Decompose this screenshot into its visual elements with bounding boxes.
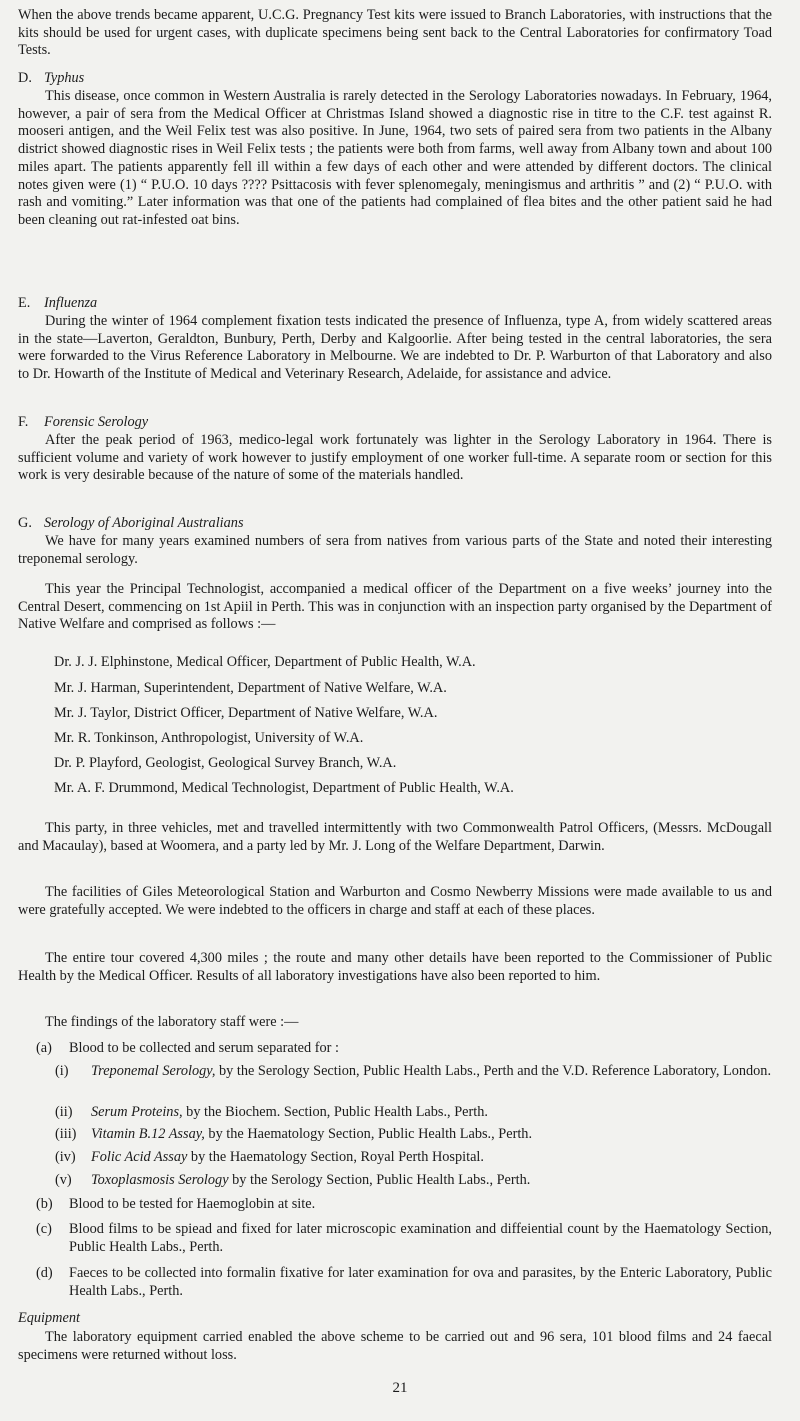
finding-a-item: (iii) Vitamin B.12 Assay, by the Haematology Section, Public Health Labs., Perth. <box>55 1126 533 1142</box>
finding-b: (b) Blood to be tested for Haemoglobin at site. <box>36 1196 316 1212</box>
finding-c: (c) Blood films to be spiead and fixed for later microscopic examination and diffeiential count by the Haematology Section, Public Health Labs., Perth. <box>36 1221 772 1255</box>
aboriginal-paragraph-1: We have for many years examined numbers of sera from natives from various parts of the State and noted their interesting treponemal serology. <box>18 533 772 567</box>
equipment-paragraph: The laboratory equipment carried enabled the above scheme to be carried out and 96 sera, 101 blood films and 24 faecal specimens were returned without loss. <box>18 1329 772 1363</box>
section-d-heading: D. Typhus <box>18 70 85 86</box>
party-member: Mr. R. Tonkinson, Anthropologist, University of W.A. <box>54 730 364 746</box>
party-member: Mr. A. F. Drummond, Medical Technologist, Department of Public Health, W.A. <box>54 780 514 796</box>
page-number: 21 <box>392 1380 408 1396</box>
section-g-heading: G. Serology of Aboriginal Australians <box>18 515 244 531</box>
finding-a-item: (v) Toxoplasmosis Serology by the Serology Section, Public Health Labs., Perth. <box>55 1172 531 1188</box>
party-member: Dr. P. Playford, Geologist, Geological Survey Branch, W.A. <box>54 755 397 771</box>
typhus-paragraph: This disease, once common in Western Australia is rarely detected in the Serology Laboratories nowadays. In February, 1964, however, a pair of sera from the Medical Officer at Christmas Island showed a diagnostic rise in titre to the C.F. test against R. mooseri antigen, and the Weil Felix test was also positive. In June, 1964, two sets of paired sera from two patients in the Albany district showed diagnostic rises in Weil Felix tests ; the patients were both from farms, well away from Albany town and about 100 miles apart. The patients apparently fell ill within a few days of each other and were attended by different doctors. The clinical notes given were (1) “ P.U.O. 10 days ???? Psittacosis with fever splenomegaly, meningismus and arthritis ” and (2) “ P.U.O. with rash and vomiting.” Later information was that one of the patients had complained of flea bites and the other patient said he had been cleaning out rat-infested oat bins. <box>18 88 772 228</box>
party-member: Dr. J. J. Elphinstone, Medical Officer, Department of Public Health, W.A. <box>54 654 476 670</box>
aboriginal-paragraph-3: This party, in three vehicles, met and travelled intermittently with two Commonwealth Patrol Officers, (Messrs. McDougall and Macaulay), based at Woomera, and a party led by Mr. J. Long of the Welfare Department, Darwin. <box>18 820 772 854</box>
aboriginal-paragraph-4: The facilities of Giles Meteorological Station and Warburton and Cosmo Newberry Missions were made available to us and were gratefully accepted. We were indebted to the officers in charge and staff at each of these places. <box>18 884 772 918</box>
party-member: Mr. J. Harman, Superintendent, Department of Native Welfare, W.A. <box>54 680 447 696</box>
influenza-paragraph: During the winter of 1964 complement fixation tests indicated the presence of Influenza, type A, from widely scattered areas in the state—Laverton, Geraldton, Bunbury, Perth, Derby and Kalgoorlie. After being tested in the central laboratories, the sera were forwarded to the Virus Reference Laboratory in Melbourne. We are indebted to Dr. P. Warburton of that Laboratory and also to Dr. Howarth of the Institute of Medical and Veterinary Research, Adelaide, for assistance and advice. <box>18 313 772 383</box>
section-e-heading: E. Influenza <box>18 295 98 311</box>
findings-intro: The findings of the laboratory staff were :— <box>45 1014 299 1030</box>
equipment-heading: Equipment <box>18 1310 80 1326</box>
finding-a: (a) Blood to be collected and serum separated for : <box>36 1040 339 1056</box>
forensic-paragraph: After the peak period of 1963, medico-legal work fortunately was lighter in the Serology Laboratory in 1964. There is sufficient volume and variety of work however to justify employment of one worker full-time. A separate room or section for this work is very desirable because of the nature of some of the materials handled. <box>18 432 772 484</box>
aboriginal-paragraph-5: The entire tour covered 4,300 miles ; the route and many other details have been reported to the Commissioner of Public Health by the Medical Officer. Results of all laboratory investigations have also been reported to him. <box>18 950 772 984</box>
intro-paragraph: When the above trends became apparent, U.C.G. Pregnancy Test kits were issued to Branch Laboratories, with instructions that the kits should be used for urgent cases, with duplicate specimens being sent back to the Central Laboratories for confirmatory Toad Tests. <box>18 7 772 59</box>
party-member: Mr. J. Taylor, District Officer, Department of Native Welfare, W.A. <box>54 705 438 721</box>
aboriginal-paragraph-2: This year the Principal Technologist, accompanied a medical officer of the Department on a five weeks’ journey into the Central Desert, commencing on 1st Apiil in Perth. This was in conjunction with an inspection party organised by the Department of Native Welfare and comprised as follows :— <box>18 581 772 633</box>
finding-a-item: (iv) Folic Acid Assay by the Haematology Section, Royal Perth Hospital. <box>55 1149 484 1165</box>
section-f-heading: F. Forensic Serology <box>18 414 149 430</box>
finding-a-item: (ii) Serum Proteins, by the Biochem. Section, Public Health Labs., Perth. <box>55 1104 488 1120</box>
finding-a-item: (i) Treponemal Serology, by the Serology Section, Public Health Labs., Perth and the V.D. Reference Laboratory, London. <box>55 1063 772 1079</box>
finding-d: (d) Faeces to be collected into formalin fixative for later examination for ova and parasites, by the Enteric Laboratory, Public Health Labs., Perth. <box>36 1265 772 1299</box>
